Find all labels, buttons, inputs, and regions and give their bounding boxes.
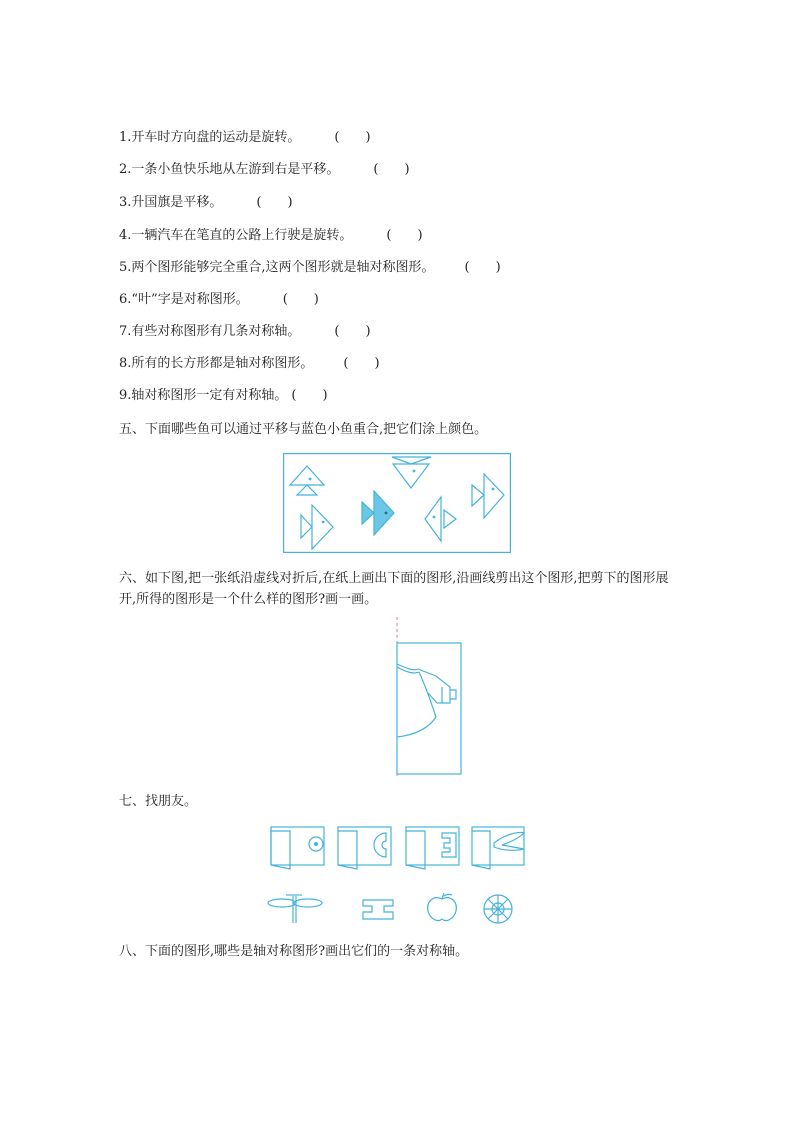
fish-figure[interactable] [283,453,511,553]
snowflake-shape[interactable] [484,895,512,923]
question-6 [119,292,319,308]
question-3 [119,195,293,211]
half-shirt-drawing [397,664,456,737]
question-text: 9.轴对称图形一定有对称轴。 [119,388,288,403]
question-2 [119,162,410,178]
fish-up-left[interactable] [290,466,324,495]
fish-left[interactable] [425,497,456,541]
answer-paren[interactable]: ( ) [291,388,328,403]
answer-paren[interactable]: ( ) [386,228,423,243]
question-text: 6.“叶”字是对称图形。 [119,292,249,307]
section-five-title: 五、下面哪些鱼可以通过平移与蓝色小鱼重合,把它们涂上颜色。 [119,422,488,437]
question-7 [119,324,371,340]
answer-paren[interactable]: ( ) [373,162,410,177]
blue-fish[interactable] [362,491,394,535]
question-text: 1.开车时方向盘的运动是旋转。 [119,130,301,145]
question-5 [119,260,501,276]
symmetric-bracket-shape[interactable] [363,900,393,919]
apple-shape[interactable] [428,893,457,921]
section-seven-title: 七、找朋友。 [119,794,198,809]
fish-right-top[interactable] [472,474,504,518]
folded-paper-figure[interactable] [390,617,465,777]
section-eight-title: 八、下面的图形,哪些是轴对称图形?画出它们的一条对称轴。 [119,944,469,959]
answer-paren[interactable]: ( ) [343,356,380,371]
match-figures[interactable] [266,823,528,927]
section-six-title: 六、如下图,把一张纸沿虚线对折后,在纸上画出下面的图形,沿画线剪出这个图形,把剪下的图形展开,所得的图形是一个什么样的图形?画一画。 [119,571,669,607]
question-text: 4.一辆汽车在笔直的公路上行驶是旋转。 [119,228,353,243]
question-8 [119,356,380,372]
dragonfly-shape[interactable] [268,895,322,923]
question-text: 8.所有的长方形都是轴对称图形。 [119,356,314,371]
answer-paren[interactable]: ( ) [282,292,319,307]
paper-rect [397,643,461,774]
question-1 [119,130,371,146]
folded-paper-half-circle[interactable] [338,827,391,869]
folded-paper-snowflake[interactable] [271,827,324,869]
fish-right-bottom[interactable] [301,505,333,549]
answer-paren[interactable]: ( ) [256,195,293,210]
question-9 [119,388,328,404]
folded-paper-wing[interactable] [472,827,524,869]
folded-paper-bracket[interactable] [406,827,459,869]
question-text: 7.有些对称图形有几条对称轴。 [119,324,301,339]
answer-paren[interactable]: ( ) [334,130,371,145]
question-text: 5.两个图形能够完全重合,这两个图形就是轴对称图形。 [119,260,435,275]
answer-paren[interactable]: ( ) [464,260,501,275]
fish-down-top[interactable] [392,457,431,488]
question-4 [119,228,423,244]
question-text: 2.一条小鱼快乐地从左游到右是平移。 [119,162,340,177]
question-text: 3.升国旗是平移。 [119,195,223,210]
answer-paren[interactable]: ( ) [334,324,371,339]
